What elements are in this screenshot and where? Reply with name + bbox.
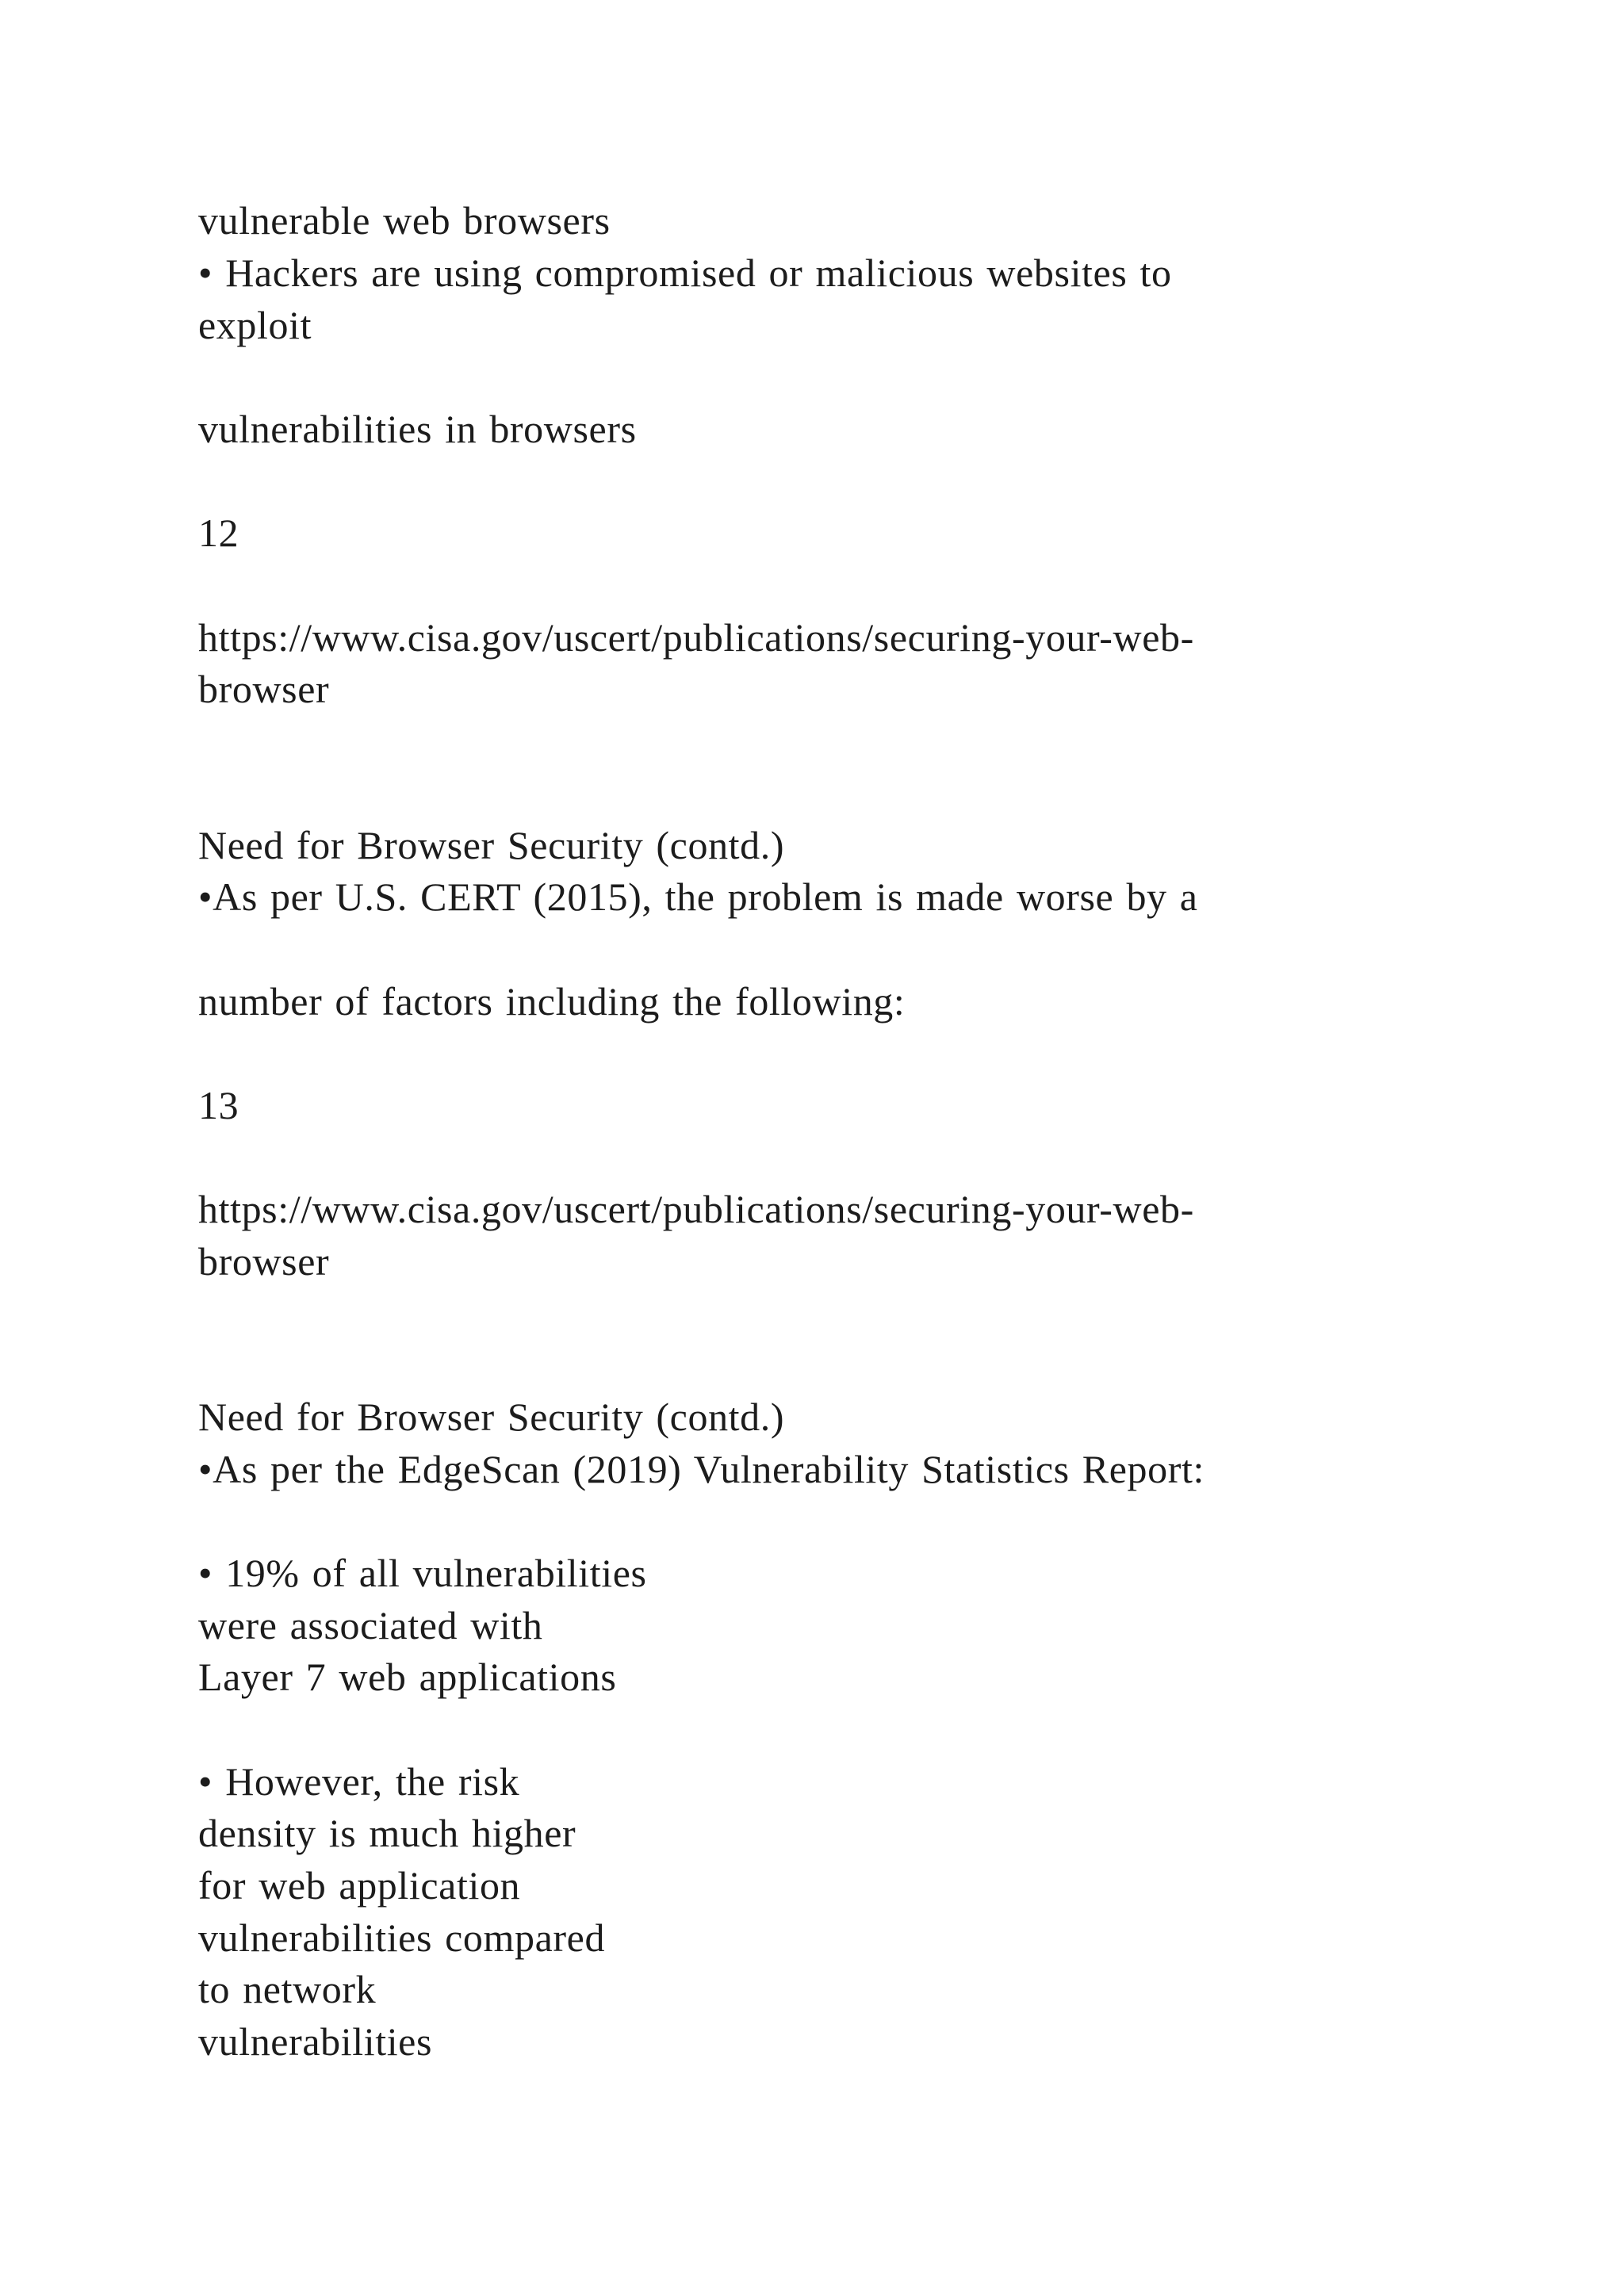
- bullet-text: •As per U.S. CERT (2015), the problem is made worse by a: [198, 874, 1198, 919]
- text-line: vulnerabilities compared: [198, 1915, 606, 1960]
- section-heading: Need for Browser Security (contd.): [198, 823, 785, 867]
- source-url: https://www.cisa.gov/uscert/publications/securing-your-web-: [198, 1187, 1194, 1231]
- bullet-text: • 19% of all vulnerabilities: [198, 1551, 647, 1595]
- bullet-text: • Hackers are using compromised or malicious websites to: [198, 251, 1172, 295]
- text-line: density is much higher: [198, 1811, 576, 1855]
- section-heading: Need for Browser Security (contd.): [198, 1395, 785, 1439]
- text-line: vulnerabilities: [198, 2019, 433, 2064]
- bullet-text: • However, the risk: [198, 1759, 520, 1804]
- text-line: number of factors including the following:: [198, 979, 906, 1024]
- text-line: exploit: [198, 303, 312, 347]
- source-url-continuation: browser: [198, 1239, 330, 1284]
- text-line: vulnerabilities in browsers: [198, 407, 637, 451]
- source-url: https://www.cisa.gov/uscert/publications/securing-your-web-: [198, 615, 1194, 660]
- text-line: were associated with: [198, 1603, 543, 1647]
- text-line: to network: [198, 1967, 377, 2011]
- text-line: vulnerable web browsers: [198, 198, 611, 243]
- source-url-continuation: browser: [198, 667, 330, 711]
- text-line: for web application: [198, 1863, 521, 1908]
- text-line: Layer 7 web applications: [198, 1655, 617, 1699]
- page-number: 12: [198, 511, 239, 555]
- page-number: 13: [198, 1083, 239, 1127]
- bullet-text: •As per the EdgeScan (2019) Vulnerability Statistics Report:: [198, 1447, 1205, 1491]
